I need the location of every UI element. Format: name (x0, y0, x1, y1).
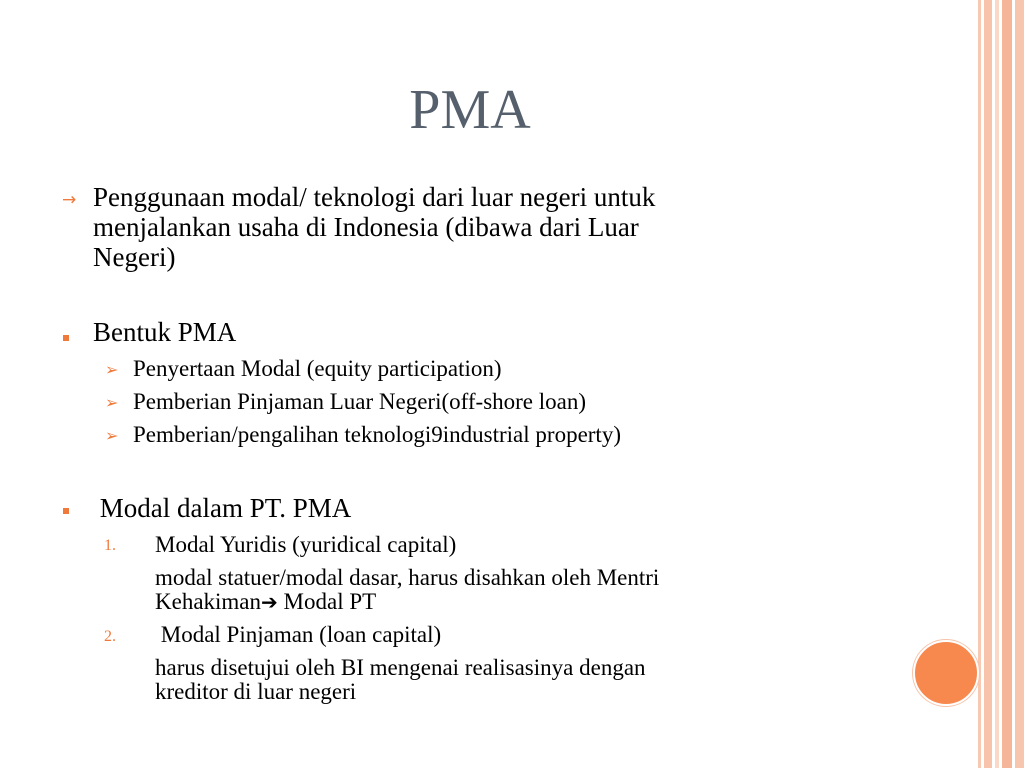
slide-title: PMA (409, 79, 531, 141)
list-number: 1. (104, 537, 116, 554)
item1-detail-text: Modal PT (277, 589, 377, 614)
arrow-right-icon: → (62, 190, 77, 210)
point1-line: Penggunaan modal/ teknologi dari luar negeri untuk (93, 182, 656, 212)
decor-stripe (984, 0, 992, 768)
decor-circle (913, 640, 979, 706)
point1-line: menjalankan usaha di Indonesia (dibawa dari Luar (93, 212, 639, 242)
item2-detail: harus disetujui oleh BI mengenai realisasinya dengan (155, 655, 646, 680)
point2-subitem: Penyertaan Modal (equity participation) (133, 356, 502, 381)
list-number: 2. (104, 628, 116, 645)
point2-subitem: Pemberian/pengalihan teknologi9industrial property) (133, 422, 621, 447)
triangle-bullet-icon: ➢ (105, 426, 119, 445)
item1-detail-text: Kehakiman (155, 589, 262, 614)
item1-detail: modal statuer/modal dasar, harus disahkan oleh Mentri (155, 565, 660, 590)
decor-stripe (1002, 0, 1012, 768)
arrow-right-icon: ➔ (261, 590, 278, 614)
square-bullet-icon (63, 335, 69, 341)
item1-detail (155, 590, 376, 614)
point2-subitem: Pemberian Pinjaman Luar Negeri(off-shore loan) (133, 389, 587, 414)
point2-heading: Bentuk PMA (93, 317, 237, 347)
square-bullet-icon (63, 508, 69, 514)
item2-heading: Modal Pinjaman (loan capital) (155, 622, 442, 647)
item1-heading: Modal Yuridis (yuridical capital) (155, 532, 457, 557)
item2-detail: kreditor di luar negeri (155, 679, 357, 704)
point3-heading: Modal dalam PT. PMA (93, 493, 352, 523)
triangle-bullet-icon: ➢ (105, 393, 119, 412)
point1-line: Negeri) (93, 242, 176, 272)
triangle-bullet-icon: ➢ (105, 360, 119, 379)
decor-stripe (995, 0, 999, 768)
decor-stripe (1015, 0, 1024, 768)
decor-stripe (978, 0, 981, 768)
